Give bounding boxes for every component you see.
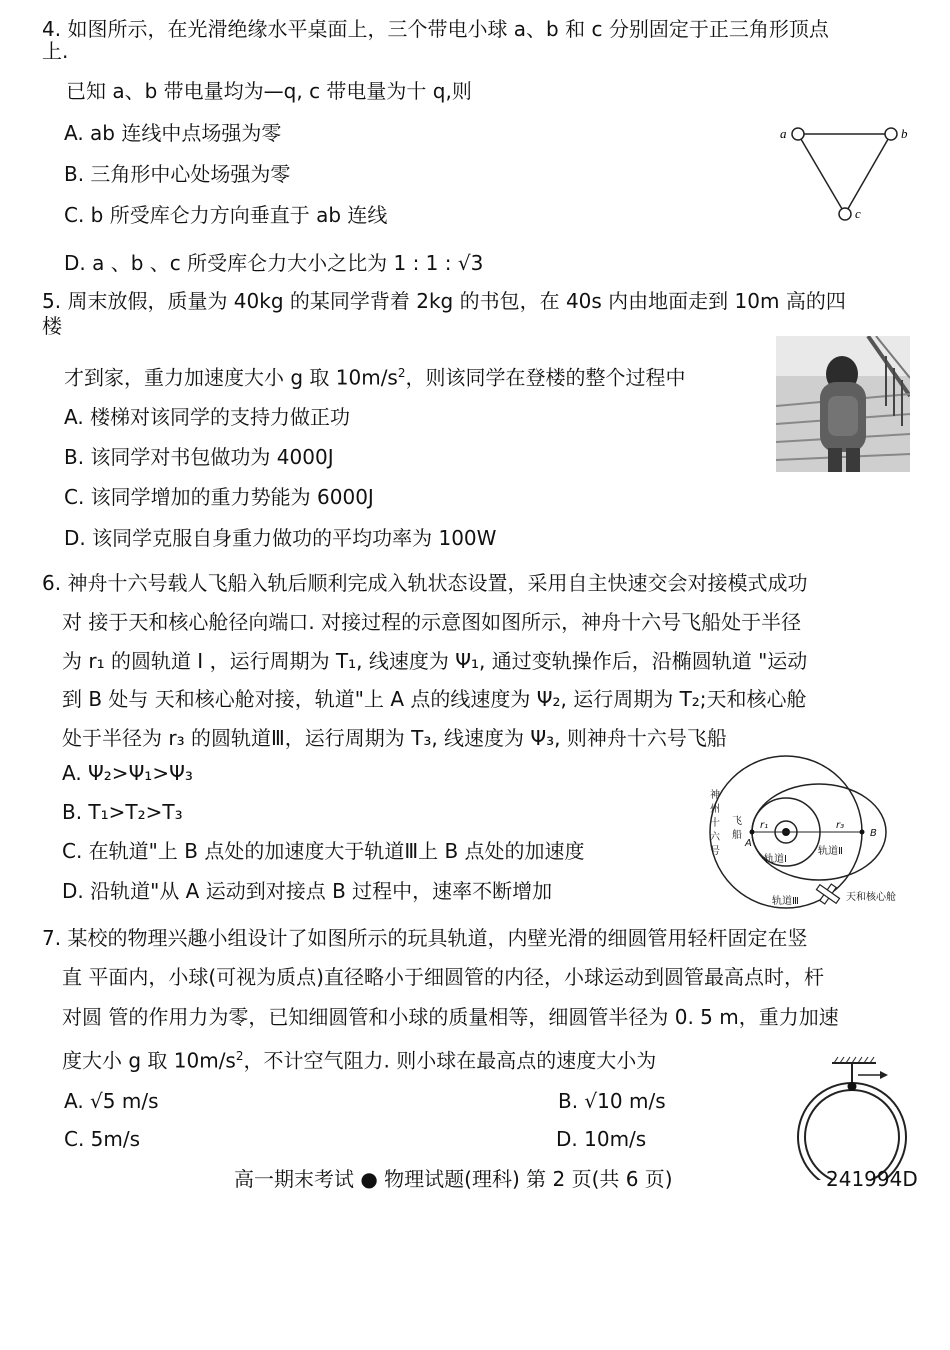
q5-option-d: D. 该同学克服自身重力做功的平均功率为 100W xyxy=(64,526,497,550)
q6-line2: 对 接于天和核心舱径向端口. 对接过程的示意图如图所示，神舟十六号飞船处于半径 xyxy=(62,610,802,634)
label-c: c xyxy=(855,206,861,221)
q6-line4: 到 B 处与 天和核心舱对接，轨道"上 A 点的线速度为 Ψ₂, 运行周期为 T₂;天和核心舱 xyxy=(62,687,807,711)
r3-label: r₃ xyxy=(836,820,845,831)
q6-option-b: B. T₁>T₂>T₃ xyxy=(62,800,183,824)
ship-char-2: 州 xyxy=(710,804,720,815)
footer-text: 高一期末考试 ● 物理试题(理科) 第 2 页(共 6 页) xyxy=(234,1167,673,1191)
charge-c xyxy=(839,208,851,220)
q7-line1: 7. 某校的物理兴趣小组设计了如图所示的玩具轨道，内壁光滑的细圆管用轻杆固定在竖 xyxy=(42,926,808,950)
a-label: A xyxy=(745,838,752,849)
label-a: a xyxy=(780,126,787,141)
q6-option-c: C. 在轨道"上 B 点处的加速度大于轨道Ⅲ上 B 点处的加速度 xyxy=(62,839,585,863)
ship-char-4: 六 xyxy=(710,832,720,843)
ship-boat-label: 船 xyxy=(732,830,742,841)
q7-option-c: C. 5m/s xyxy=(64,1127,141,1151)
r1-label: r₁ xyxy=(760,820,769,831)
orbit-2-label: 轨道Ⅱ xyxy=(818,846,843,857)
q4-stem-line2: 已知 a、b 带电量均为—q, c 带电量为十 q,则 xyxy=(66,79,472,103)
q6-option-d: D. 沿轨道"从 A 运动到对接点 B 过程中，速率不断增加 xyxy=(62,879,553,903)
q7-tube-figure xyxy=(794,1055,914,1180)
q4-triangle-figure xyxy=(776,118,914,224)
q5-option-c: C. 该同学增加的重力势能为 6000J xyxy=(64,485,374,509)
q4-stem-wrap: 上. xyxy=(42,39,69,63)
q7-option-b: B. √10 m/s xyxy=(558,1089,666,1113)
ship-char-5: 号 xyxy=(710,846,720,857)
q4-option-b: B. 三角形中心处场强为零 xyxy=(64,162,291,186)
q7-line2: 直 平面内，小球(可视为质点)直径略小于细圆管的内径，小球运动到圆管最高点时，杆 xyxy=(62,965,824,989)
q7-line4: 度大小 g 取 $10m/s^2$，不计空气阻力. 则小球在最高点的速度大小为 xyxy=(62,1048,657,1073)
ship-fly-label: 飞 xyxy=(732,816,742,827)
q4-option-a: A. ab 连线中点场强为零 xyxy=(64,121,282,145)
q5-stem-wrap: 楼 xyxy=(42,314,62,338)
label-b: b xyxy=(901,126,908,141)
q7-option-d: D. 10m/s xyxy=(556,1127,647,1151)
b-label: B xyxy=(870,828,877,839)
q6-orbit-figure xyxy=(706,752,914,914)
q5-stairs-photo xyxy=(776,336,910,472)
q6-line1: 6. 神舟十六号载人飞船入轨后顺利完成入轨状态设置，采用自主快速交会对接模式成功 xyxy=(42,571,808,595)
footer-code: 241994D xyxy=(826,1167,918,1191)
q4-stem-line1: 4. 如图所示，在光滑绝缘水平桌面上，三个带电小球 a、b 和 c 分别固定于正三角形顶点 xyxy=(42,17,829,41)
q6-line3: 为 r₁ 的圆轨道 I ，运行周期为 T₁, 线速度为 Ψ₁, 通过变轨操作后，沿椭圆轨道 "运动 xyxy=(62,649,808,673)
point-b xyxy=(860,830,865,835)
charge-a xyxy=(792,128,804,140)
q4-option-d: D. a 、b 、c 所受库仑力大小之比为 1 : 1 : √3 xyxy=(64,251,484,275)
ship-char-3: 十 xyxy=(710,818,720,829)
q5-option-a: A. 楼梯对该同学的支持力做正功 xyxy=(64,405,351,429)
ball xyxy=(848,1082,857,1091)
q5-option-b: B. 该同学对书包做功为 4000J xyxy=(64,445,334,469)
q6-line5: 处于半径为 r₃ 的圆轨道Ⅲ，运行周期为 T₃, 线速度为 Ψ₃, 则神舟十六号飞船 xyxy=(62,726,727,750)
point-a xyxy=(750,830,755,835)
orbit-1-label: 轨道Ⅰ xyxy=(764,854,787,865)
q7-line3: 对圆 管的作用力为零，已知细圆管和小球的质量相等，细圆管半径为 0. 5 m，重力加速 xyxy=(62,1005,839,1029)
q7-option-a: A. √5 m/s xyxy=(64,1089,159,1113)
ship-char-1: 神 xyxy=(710,790,720,801)
station-icon xyxy=(812,879,843,909)
q5-stem-line1: 5. 周末放假，质量为 40kg 的某同学背着 2kg 的书包，在 40s 内由地面走到 10m 高的四 xyxy=(42,289,846,313)
q4-option-c: C. b 所受库仑力方向垂直于 ab 连线 xyxy=(64,203,388,227)
q6-option-a: A. Ψ₂>Ψ₁>Ψ₃ xyxy=(62,761,193,785)
orbit-3-label: 轨道Ⅲ xyxy=(772,896,799,907)
station-label: 天和核心舱 xyxy=(846,892,896,903)
q5-stem-line2: 才到家，重力加速度大小 g 取 $10m/s^2$，则该同学在登楼的整个过程中 xyxy=(64,365,686,390)
charge-b xyxy=(885,128,897,140)
